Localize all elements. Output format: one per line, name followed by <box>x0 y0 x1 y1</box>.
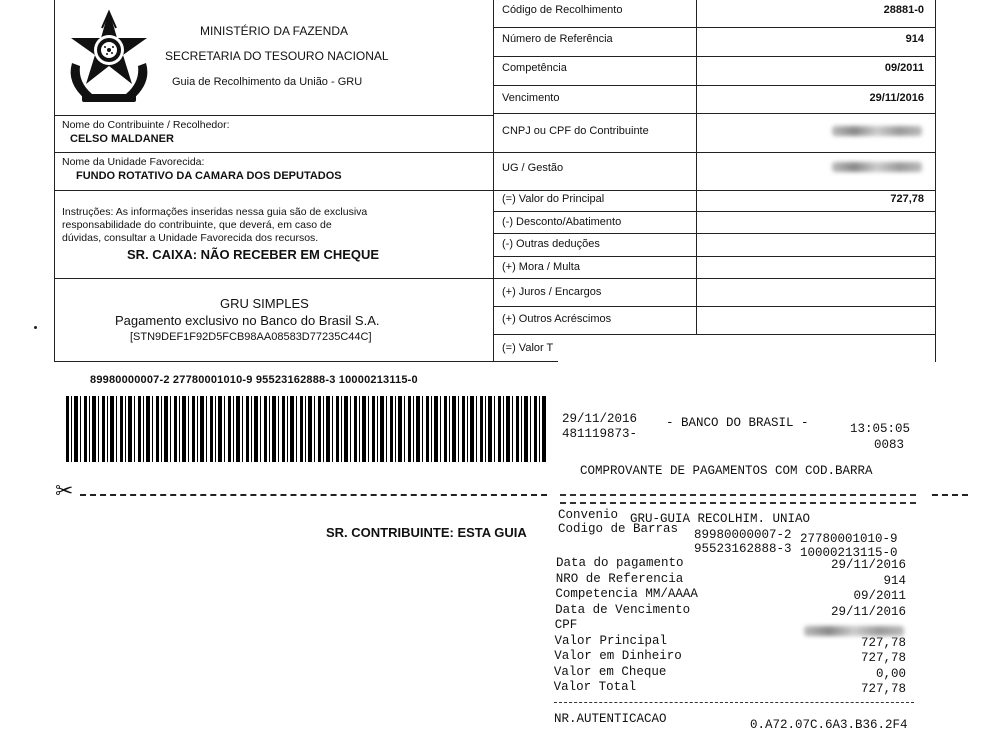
field-label: (=) Valor T <box>502 342 554 354</box>
receipt-row-value: 29/11/2016 <box>830 604 906 619</box>
unit-label: Nome da Unidade Favorecida: <box>62 156 205 168</box>
frame-right <box>935 0 936 362</box>
receipt-row-value: 914 <box>883 573 906 588</box>
field-value: 29/11/2016 <box>869 92 924 104</box>
rule <box>54 278 494 279</box>
rule <box>493 278 935 279</box>
instructions-line-1: Instruções: As informações inseridas nessa guia são de exclusiva <box>62 206 368 218</box>
barras-2a: 95523162888-3 <box>694 542 792 556</box>
receipt-row-value: 727,78 <box>860 682 906 696</box>
rule <box>493 233 935 234</box>
receipt-title: COMPROVANTE DE PAGAMENTOS COM COD.BARRA <box>580 464 873 478</box>
instructions-line-3: dúvidas, consultar a Unidade Favorecida dos recursos. <box>62 232 319 244</box>
receipt-time: 13:05:05 <box>850 422 911 436</box>
frame-bottom <box>54 361 558 362</box>
field-label: CNPJ ou CPF do Contribuinte <box>502 125 649 137</box>
receipt-row-value: 727,78 <box>860 651 906 665</box>
field-label: Competência <box>502 62 567 74</box>
gru-title: GRU SIMPLES <box>220 296 309 311</box>
convenio-value: GRU-GUIA RECOLHIM. UNIAO <box>630 512 811 526</box>
rule <box>54 152 494 153</box>
unit-name: FUNDO ROTATIVO DA CAMARA DOS DEPUTADOS <box>76 170 342 182</box>
rule <box>54 115 494 116</box>
barras-1b: 27780001010-9 <box>800 532 898 546</box>
barras-1a: 89980000007-2 <box>694 528 792 542</box>
field-label: (=) Valor do Principal <box>502 193 605 205</box>
receipt-row-value: 09/2011 <box>853 589 906 603</box>
secretariat-title: SECRETARIA DO TESOURO NACIONAL <box>165 49 389 63</box>
receipt-code: 0083 <box>874 438 905 452</box>
cashier-warning: SR. CAIXA: NÃO RECEBER EM CHEQUE <box>127 247 380 262</box>
redacted-cpf <box>832 126 922 136</box>
guide-title: Guia de Recolhimento da União - GRU <box>172 76 363 88</box>
receipt-row-label: CPF <box>554 618 578 632</box>
field-label: (+) Mora / Multa <box>502 261 580 273</box>
redacted-ug <box>832 162 922 172</box>
rule <box>493 306 935 307</box>
scissors-icon: ✂ <box>55 478 74 503</box>
frame-mid <box>493 0 494 362</box>
contributor-label: Nome do Contribuinte / Recolhedor: <box>62 119 230 131</box>
receipt-row-label: Data do pagamento <box>556 556 684 570</box>
contributor-name: CELSO MALDANER <box>70 133 174 145</box>
ministry-title: MINISTÉRIO DA FAZENDA <box>200 24 349 38</box>
receipt-row-label: NRO de Referencia <box>555 571 684 586</box>
field-label: (+) Juros / Encargos <box>502 286 602 298</box>
convenio-label: Convenio <box>558 508 619 522</box>
receipt-bank: - BANCO DO BRASIL - <box>666 416 809 430</box>
barcode <box>66 396 546 462</box>
gru-code: [STN9DEF1F92D5FCB98AA08583D77235C44C] <box>130 331 372 343</box>
rule <box>493 27 935 28</box>
field-value: 28881-0 <box>883 4 924 16</box>
field-label: (-) Outras deduções <box>502 238 600 250</box>
gru-payment-note: Pagamento exclusivo no Banco do Brasil S.A. <box>115 313 380 328</box>
auth-value: 0.A72.07C.6A3.B36.2F4 <box>750 718 908 732</box>
contributor-notice: SR. CONTRIBUINTE: ESTA GUIA <box>326 525 527 540</box>
field-value: 09/2011 <box>884 62 924 74</box>
instructions-line-2: responsabilidade do contribuinte, que deverá, em caso de <box>62 219 332 231</box>
receipt-row-value: 727,78 <box>860 635 906 650</box>
redacted-receipt-cpf <box>804 626 904 636</box>
field-label: Código de Recolhimento <box>502 4 623 16</box>
stray-mark <box>34 326 37 329</box>
field-label: UG / Gestão <box>502 162 564 174</box>
barcode-digits: 89980000007-2 27780001010-9 95523162888-3 10000213115-0 <box>90 374 418 386</box>
receipt-row-label: Valor em Dinheiro <box>554 649 682 663</box>
coat-of-arms-icon <box>62 8 156 106</box>
field-label: Número de Referência <box>502 33 613 45</box>
field-value: 914 <box>905 33 924 45</box>
receipt-row-value: 0,00 <box>875 666 906 681</box>
field-label: Vencimento <box>502 92 560 104</box>
barras-2b: 10000213115-0 <box>800 546 898 560</box>
receipt-row-label: Valor Principal <box>554 633 668 648</box>
rule <box>493 190 935 191</box>
field-value: 727,78 <box>890 193 924 205</box>
receipt-date: 29/11/2016 <box>562 412 638 426</box>
barras-label: Codigo de Barras <box>558 522 679 536</box>
rule <box>493 85 935 86</box>
payment-receipt <box>548 362 928 738</box>
rule <box>493 256 935 257</box>
auth-separator <box>554 702 914 703</box>
receipt-row-label: Valor em Cheque <box>553 664 667 679</box>
rule <box>493 334 935 335</box>
frame-left <box>54 0 55 362</box>
field-label: (+) Outros Acréscimos <box>502 313 612 325</box>
receipt-id: 481119873- <box>562 427 638 441</box>
rule <box>493 113 935 114</box>
receipt-row-label: Data de Vencimento <box>555 602 691 617</box>
rule <box>493 152 935 153</box>
field-label: (-) Desconto/Abatimento <box>502 216 622 228</box>
value-col-divider <box>696 0 697 335</box>
rule <box>493 211 935 212</box>
receipt-row-label: Valor Total <box>553 680 637 694</box>
receipt-row-label: Competencia MM/AAAA <box>555 587 698 601</box>
auth-label: NR.AUTENTICACAO <box>554 712 667 726</box>
rule <box>493 56 935 57</box>
receipt-separator <box>560 494 916 504</box>
receipt-row-value: 29/11/2016 <box>830 558 906 572</box>
rule <box>54 190 494 191</box>
